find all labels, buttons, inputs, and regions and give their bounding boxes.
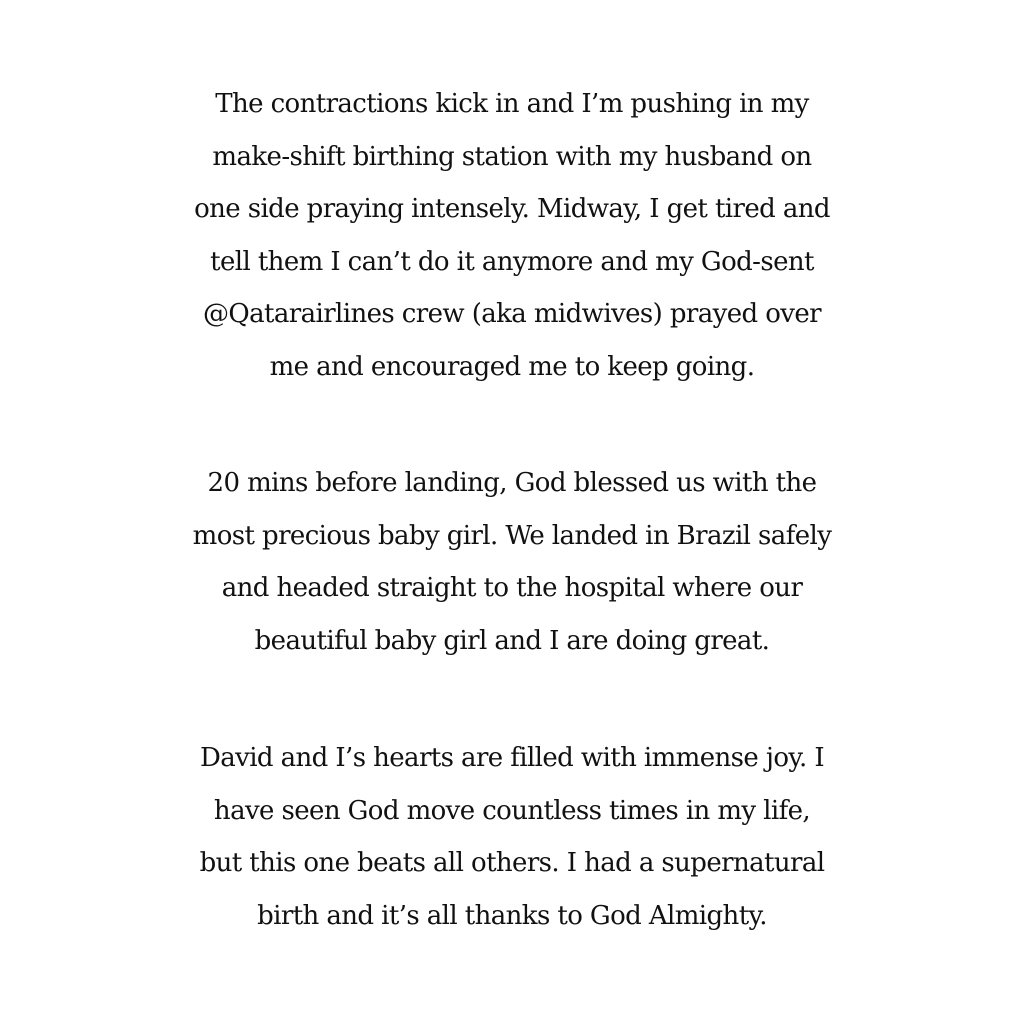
text-line: and headed straight to the hospital where our: [221, 573, 803, 603]
text-line: most precious baby girl. We landed in Brazil safely: [192, 520, 832, 551]
paragraph-landing: [0, 457, 1024, 667]
text-line: have seen God move countless times in my life,: [213, 795, 811, 826]
text-line: @Qatarairlines crew (aka midwives) prayed over: [203, 299, 821, 329]
text-line: but this one beats all others. I had a supernatural: [199, 848, 825, 878]
text-line: David and I’s hearts are filled with immense joy. I: [199, 743, 825, 773]
text-line: make-shift birthing station with my husband on: [212, 141, 812, 172]
paragraph-birth-on-flight: [0, 78, 1024, 393]
text-line: birth and it’s all thanks to God Almighty.: [257, 900, 767, 931]
text-line: tell them I can’t do it anymore and my God-sent: [210, 246, 814, 277]
text-line: me and encouraged me to keep going.: [269, 351, 755, 382]
text-line: 20 mins before landing, God blessed us with the: [207, 468, 817, 498]
paragraph-gratitude: [0, 732, 1024, 942]
text-line: beautiful baby girl and I are doing great.: [254, 625, 770, 656]
text-line: one side praying intensely. Midway, I get tired and: [194, 194, 830, 224]
text-line: The contractions kick in and I’m pushing in my: [215, 89, 809, 119]
